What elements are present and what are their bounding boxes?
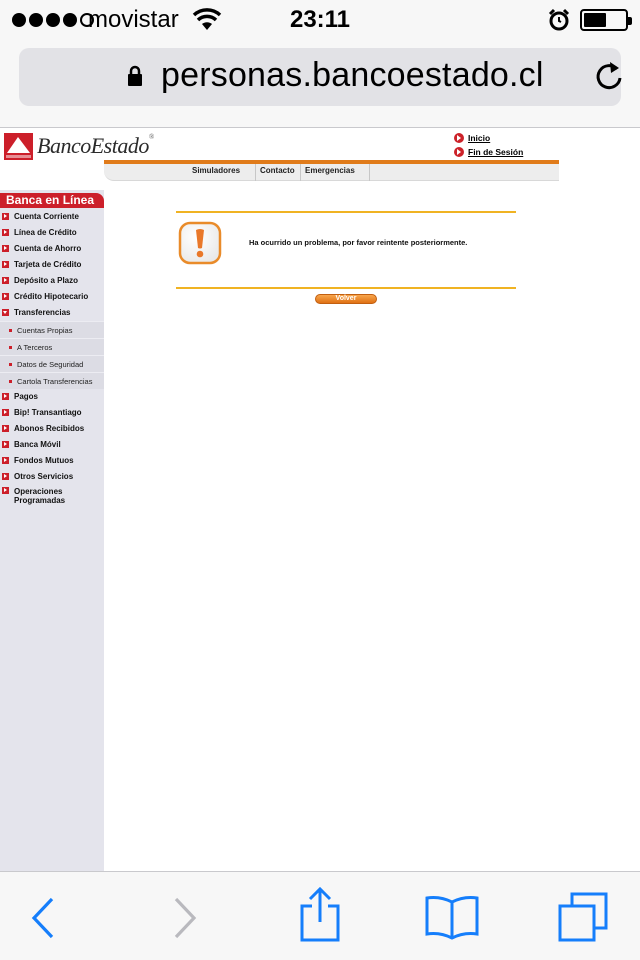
logo-mark-icon	[4, 133, 33, 160]
browser-toolbar	[0, 871, 640, 960]
alarm-icon	[547, 8, 571, 37]
sidebar-item-deposito-plazo[interactable]: Depósito a Plazo	[0, 273, 104, 289]
arrow-right-icon	[2, 473, 9, 480]
sidebar-subitem-cartola-transferencias[interactable]: Cartola Transferencias	[0, 372, 104, 389]
sidebar-subitem-datos-seguridad[interactable]: Datos de Seguridad	[0, 355, 104, 372]
top-nav	[104, 164, 559, 181]
sidebar-subitem-a-terceros[interactable]: A Terceros	[0, 338, 104, 355]
share-icon[interactable]	[298, 886, 342, 947]
sidebar-item-transferencias[interactable]: Transferencias	[0, 305, 104, 321]
sidebar-item-bip-transantiago[interactable]: Bip! Transantiago	[0, 405, 104, 421]
nav-simuladores[interactable]: Simuladores	[188, 164, 256, 181]
link-fin-sesion[interactable]: Fin de Sesión	[454, 145, 523, 159]
bookmarks-icon[interactable]	[424, 894, 480, 945]
sidebar-item-tarjeta-credito[interactable]: Tarjeta de Crédito	[0, 257, 104, 273]
arrow-right-icon	[2, 229, 9, 236]
sidebar-item-pagos[interactable]: Pagos	[0, 389, 104, 405]
arrow-right-icon	[2, 409, 9, 416]
arrow-right-icon	[2, 213, 9, 220]
back-icon[interactable]	[28, 896, 58, 945]
url-bar[interactable]	[19, 48, 621, 106]
forward-icon	[170, 896, 200, 945]
reload-icon[interactable]	[593, 59, 625, 98]
sidebar-item-cuenta-corriente[interactable]: Cuenta Corriente	[0, 209, 104, 225]
error-message: Ha ocurrido un problema, por favor reintente posteriormente.	[249, 238, 468, 247]
bullet-icon	[9, 363, 12, 366]
sidebar	[0, 190, 104, 871]
lock-icon	[127, 65, 143, 92]
sidebar-item-abonos-recibidos[interactable]: Abonos Recibidos	[0, 421, 104, 437]
browser-address-area	[0, 40, 640, 128]
sidebar-item-fondos-mutuos[interactable]: Fondos Mutuos	[0, 453, 104, 469]
bancoestado-logo[interactable]	[4, 131, 154, 161]
bullet-icon	[9, 380, 12, 383]
link-inicio[interactable]: Inicio	[454, 131, 523, 145]
volver-button[interactable]: Volver	[315, 294, 377, 304]
sidebar-item-banca-movil[interactable]: Banca Móvil	[0, 437, 104, 453]
arrow-right-icon	[2, 277, 9, 284]
nav-contacto[interactable]: Contacto	[256, 164, 301, 181]
web-page	[0, 129, 640, 871]
sidebar-item-cuenta-ahorro[interactable]: Cuenta de Ahorro	[0, 241, 104, 257]
bullet-icon	[9, 346, 12, 349]
sidebar-item-operaciones-programadas[interactable]: Operaciones Programadas	[0, 485, 104, 507]
bullet-icon	[9, 329, 12, 332]
url-text[interactable]: personas.bancoestado.cl	[161, 56, 544, 94]
tabs-icon[interactable]	[556, 890, 612, 947]
arrow-down-icon	[2, 309, 9, 316]
sidebar-menu	[0, 209, 104, 507]
sidebar-subitem-cuentas-propias[interactable]: Cuentas Propias	[0, 321, 104, 338]
arrow-circle-icon	[454, 133, 464, 143]
arrow-right-icon	[2, 293, 9, 300]
error-bottom-line	[176, 287, 516, 289]
error-top-line	[176, 211, 516, 213]
arrow-circle-icon	[454, 147, 464, 157]
arrow-right-icon	[2, 457, 9, 464]
arrow-right-icon	[2, 487, 9, 494]
sidebar-title: Banca en Línea	[0, 193, 104, 208]
status-bar	[0, 0, 640, 40]
nav-emergencias[interactable]: Emergencias	[301, 164, 370, 181]
arrow-right-icon	[2, 393, 9, 400]
top-links	[454, 131, 523, 159]
arrow-right-icon	[2, 261, 9, 268]
sidebar-item-otros-servicios[interactable]: Otros Servicios	[0, 469, 104, 485]
sidebar-item-linea-credito[interactable]: Línea de Crédito	[0, 225, 104, 241]
status-time: 23:11	[289, 6, 351, 33]
battery-icon	[580, 9, 628, 31]
carrier-name: movistar	[88, 6, 179, 33]
arrow-right-icon	[2, 245, 9, 252]
arrow-right-icon	[2, 441, 9, 448]
arrow-right-icon	[2, 425, 9, 432]
logo-text: BancoEstado®	[37, 133, 154, 158]
sidebar-item-credito-hipotecario[interactable]: Crédito Hipotecario	[0, 289, 104, 305]
warning-icon	[178, 221, 222, 270]
